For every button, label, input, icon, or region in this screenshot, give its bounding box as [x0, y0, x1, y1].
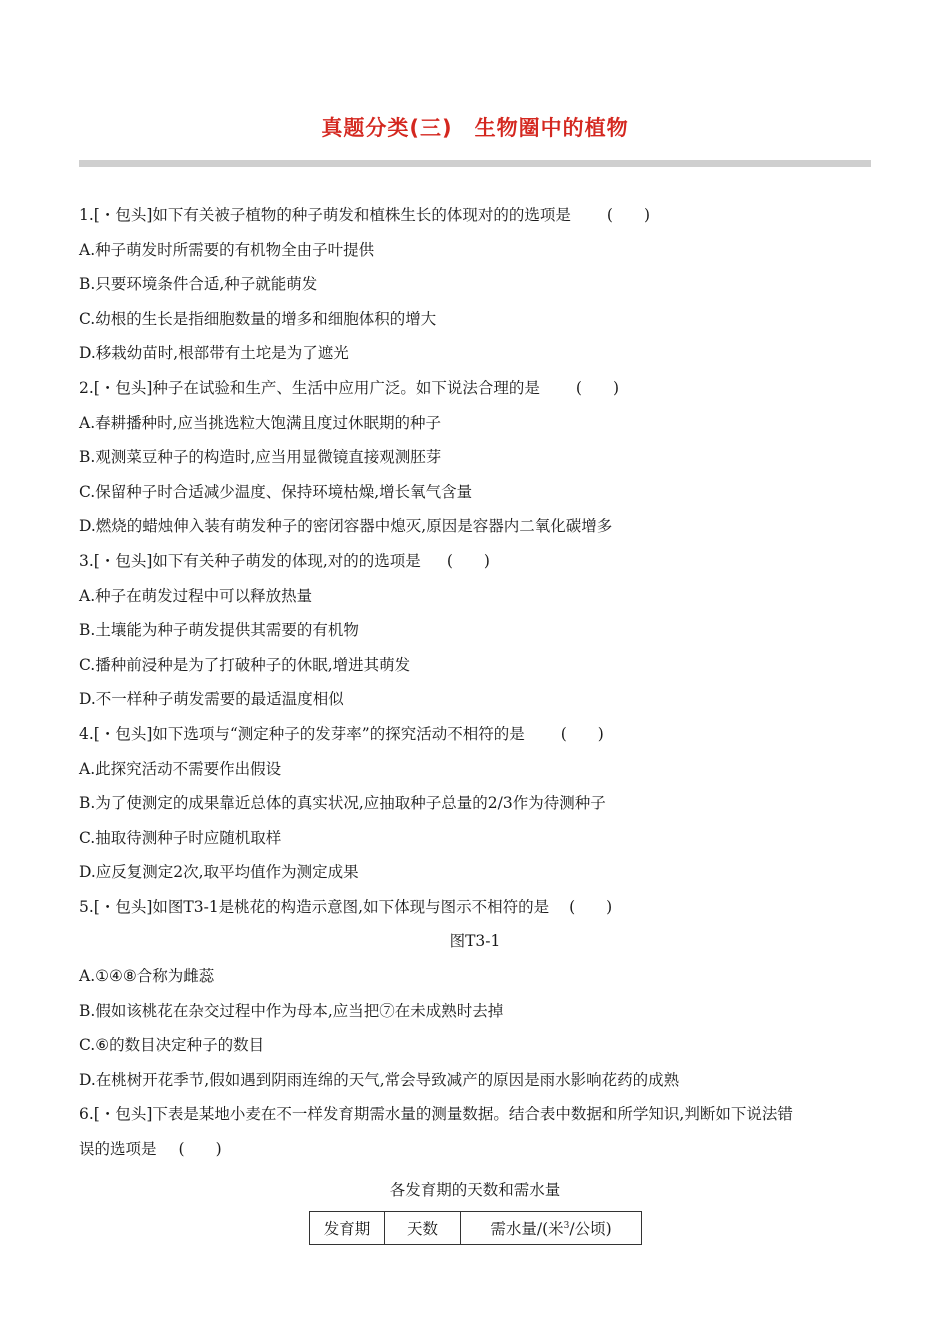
option-a: A.种子在萌发过程中可以释放热量 [79, 586, 313, 605]
option-b: B.假如该桃花在杂交过程中作为母本,应当把⑦在未成熟时去掉 [79, 1001, 504, 1020]
table-header-row [310, 1212, 642, 1245]
question-stem: 1.[・包头]如下有关被子植物的种子萌发和植株生长的体现对的的选项是 ( ) [79, 198, 871, 233]
question-stem: 5.[・包头]如图T3-1是桃花的构造示意图,如下体现与图示不相符的是 ( ) [79, 890, 871, 925]
question-stem: 4.[・包头]如下选项与“测定种子的发芽率”的探究活动不相符的是 ( ) [79, 717, 871, 752]
option-d: D.在桃树开花季节,假如遇到阴雨连绵的天气,常会导致减产的原因是雨水影响花药的成熟 [79, 1070, 680, 1089]
question-stem: 3.[・包头]如下有关种子萌发的体现,对的的选项是 ( ) [79, 544, 871, 579]
question-stem: 2.[・包头]种子在试验和生产、生活中应用广泛。如下说法合理的是 ( ) [79, 371, 871, 406]
option-d: D.移栽幼苗时,根部带有土坨是为了遮光 [79, 344, 349, 363]
table-header-cell: 发育期 [310, 1212, 385, 1245]
question-list [79, 198, 871, 1245]
option-c: C.幼根的生长是指细胞数量的增多和细胞体积的增大 [79, 309, 437, 328]
table-header-cell: 天数 [385, 1212, 461, 1245]
title-divider [79, 160, 871, 167]
superscript: 3 [563, 1221, 570, 1232]
page-title: 真题分类(三) 生物圈中的植物 [321, 116, 629, 140]
option-b: B.观测菜豆种子的构造时,应当用显微镜直接观测胚芽 [79, 448, 442, 467]
option-a: A.①④⑧合称为雌蕊 [79, 967, 215, 986]
option-a: A.春耕播种时,应当挑选粒大饱满且度过休眠期的种子 [79, 413, 442, 432]
option-d: D.不一样种子萌发需要的最适温度相似 [79, 690, 344, 709]
answer-blank[interactable]: ( ) [560, 724, 604, 743]
option-d: D.应反复测定2次,取平均值作为测定成果 [79, 863, 359, 882]
answer-blank[interactable]: ( ) [446, 551, 490, 570]
option-b: B.只要环境条件合适,种子就能萌发 [79, 275, 318, 294]
answer-blank[interactable]: ( ) [606, 206, 650, 224]
option-d: D.燃烧的蜡烛伸入装有萌发种子的密闭容器中熄灭,原因是容器内二氧化碳增多 [79, 517, 613, 536]
option-a: A.种子萌发时所需要的有机物全由子叶提供 [79, 240, 375, 259]
option-c: C.抽取待测种子时应随机取样 [79, 828, 282, 847]
table-caption: 各发育期的天数和需水量 [389, 1180, 561, 1199]
answer-blank[interactable]: ( ) [178, 1140, 222, 1159]
option-c: C.保留种子时合适减少温度、保持环境枯燥,增长氧气含量 [79, 482, 473, 501]
figure-caption: 图T3-1 [449, 932, 501, 951]
option-c: C.⑥的数目决定种子的数目 [79, 1036, 265, 1055]
question-stem-continued: 误的选项是 ( ) [79, 1132, 871, 1167]
option-b: B.土壤能为种子萌发提供其需要的有机物 [79, 621, 359, 640]
question-stem: 6.[・包头]下表是某地小麦在不一样发育期需水量的测量数据。结合表中数据和所学知识,判断如下说法错 [79, 1105, 793, 1124]
table-header-cell: 需水量/(米$^3$/公顷) [461, 1212, 642, 1245]
water-demand-table [309, 1211, 642, 1245]
option-b: B.为了使测定的成果靠近总体的真实状况,应抽取种子总量的2/3作为待测种子 [79, 794, 606, 813]
answer-blank[interactable]: ( ) [575, 378, 619, 397]
option-a: A.此探究活动不需要作出假设 [79, 759, 282, 778]
table-container [79, 1211, 871, 1245]
answer-blank[interactable]: ( ) [569, 897, 613, 916]
option-c: C.播种前浸种是为了打破种子的休眠,增进其萌发 [79, 655, 411, 674]
